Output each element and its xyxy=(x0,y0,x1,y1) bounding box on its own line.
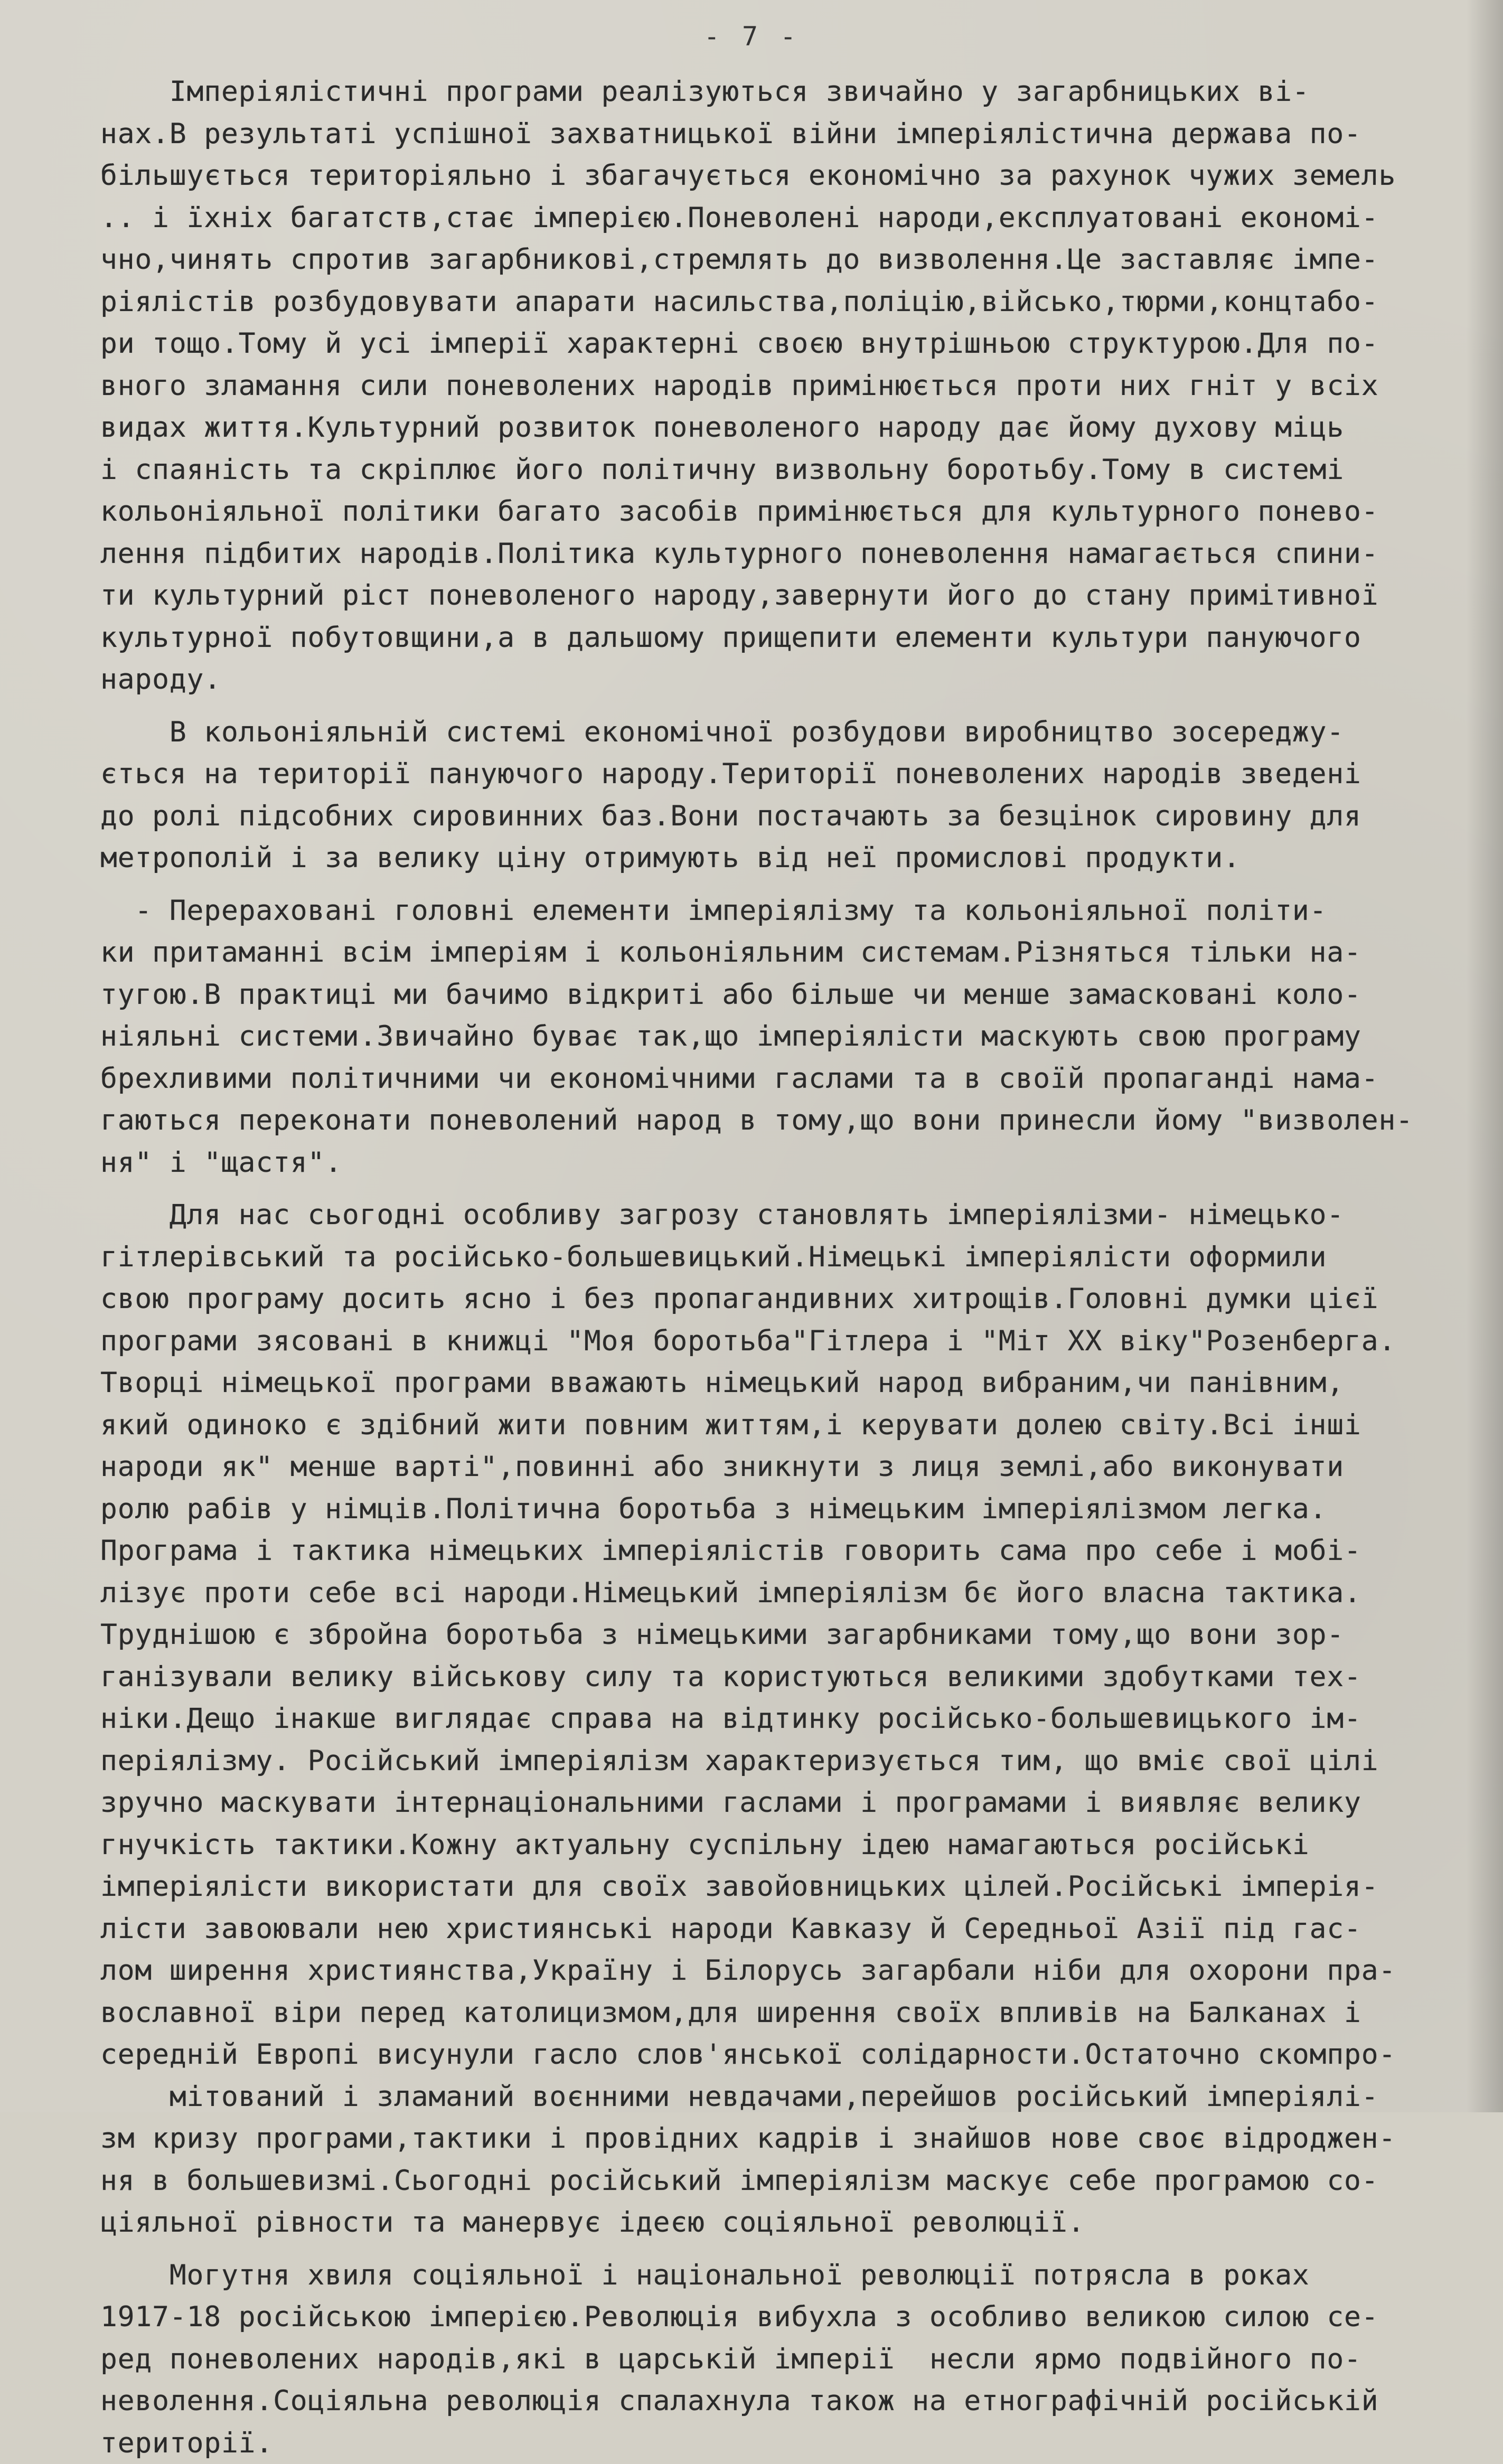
text-line: до ролі підсобних сировинних баз.Вони постачають за безцінок сировину для xyxy=(100,795,1473,838)
paragraph-2 xyxy=(100,711,1473,879)
text-line: народу. xyxy=(100,659,1473,701)
text-line: Для нас сьогодні особливу загрозу становлять імперіялізми- німецько- xyxy=(100,1194,1473,1236)
text-line: ти культурний ріст поневоленого народу,завернути його до стану примітивної xyxy=(100,575,1473,617)
text-line: гаються переконати поневолений народ в тому,що вони принесли йому "визволен- xyxy=(100,1099,1473,1142)
text-line: брехливими політичними чи економічними гаслами та в своїй пропаганді нама- xyxy=(100,1058,1473,1100)
paragraph-1 xyxy=(100,71,1473,701)
text-line: ред поневолених народів,які в царській імперії несли ярмо подвійного по- xyxy=(100,2338,1473,2381)
text-line: чно,чинять спротив загарбникові,стремлять до визволення.Це заставляє імпе- xyxy=(100,239,1473,281)
text-line: В кольоніяльній системі економічної розбудови виробництво зосереджу- xyxy=(100,711,1473,754)
text-line: програми зясовані в книжці "Моя боротьба"Гітлера і "Міт ХХ віку"Розенберга. xyxy=(100,1320,1473,1362)
text-line: території. xyxy=(100,2422,1473,2464)
text-line: ніки.Дещо інакше виглядає справа на відтинку російсько-большевицького ім- xyxy=(100,1698,1473,1740)
text-line: і спаяність та скріплює його політичну визвольну боротьбу.Тому в системі xyxy=(100,449,1473,491)
text-line: народи як" менше варті",повинні або зникнути з лиця землі,або виконувати xyxy=(100,1446,1473,1488)
text-line: ри тощо.Тому й усі імперії характерні своєю внутрішньою структурою.Для по- xyxy=(100,323,1473,365)
text-line: гнучкість тактики.Кожну актуальну суспільну ідею намагаються російські xyxy=(100,1824,1473,1866)
text-line: видах життя.Культурний розвиток поневоленого народу дає йому духову міць xyxy=(100,407,1473,449)
text-line: який одиноко є здібний жити повним життям,і керувати долею світу.Всі інші xyxy=(100,1404,1473,1446)
paragraph-3 xyxy=(100,890,1473,1184)
text-line: ролю рабів у німців.Політична боротьба з німецьким імперіялізмом легка. xyxy=(100,1488,1473,1530)
text-line: більшується територіяльно і збагачується економічно за рахунок чужих земель xyxy=(100,155,1473,197)
text-line: метрополій і за велику ціну отримують від неї промислові продукти. xyxy=(100,837,1473,879)
text-line: ніяльні системи.Звичайно буває так,що імперіялісти маскують свою програму xyxy=(100,1015,1473,1058)
text-line: Імперіялістичні програми реалізуються звичайно у загарбницьких ві- xyxy=(100,71,1473,113)
text-line: .. і їхніх багатств,стає імперією.Поневолені народи,експлуатовані економі- xyxy=(100,197,1473,239)
text-line: ганізували велику військову силу та користуються великими здобутками тех- xyxy=(100,1656,1473,1698)
text-line: середній Европі висунули гасло слов'янської солідарности.Остаточно скомпро- xyxy=(100,2034,1473,2076)
text-line: лізує проти себе всі народи.Німецький імперіялізм бє його власна тактика. xyxy=(100,1572,1473,1614)
text-line: свою програму досить ясно і без пропагандивних хитрощів.Головні думки цієї xyxy=(100,1278,1473,1320)
text-line: - Перераховані головні елементи імперіялізму та кольоніяльної політи- xyxy=(100,890,1473,932)
text-line: вославної віри перед католицизмом,для ширення своїх впливів на Балканах і xyxy=(100,1992,1473,2034)
text-line: ки притаманні всім імперіям і кольоніяльним системам.Різняться тільки на- xyxy=(100,932,1473,974)
text-line: культурної побутовщини,а в дальшому прищепити елементи культури пануючого xyxy=(100,617,1473,659)
text-line: нах.В результаті успішної захватницької війни імперіялістична держава по- xyxy=(100,113,1473,155)
text-line: ня" і "щастя". xyxy=(100,1142,1473,1184)
text-line: зручно маскувати інтернаціональними гаслами і програмами і виявляє велику xyxy=(100,1782,1473,1824)
text-line: періялізму. Російський імперіялізм характеризується тим, що вміє свої цілі xyxy=(100,1740,1473,1782)
text-line: кольоніяльної політики багато засобів примінюється для культурного понево- xyxy=(100,491,1473,533)
page-edge-shadow xyxy=(1466,0,1503,2112)
text-line: Труднішою є збройна боротьба з німецькими загарбниками тому,що вони зор- xyxy=(100,1614,1473,1656)
text-line: лом ширення християнства,Україну і Білорусь загарбали ніби для охорони пра- xyxy=(100,1950,1473,1992)
text-line: тугою.В практиці ми бачимо відкриті або більше чи менше замасковані коло- xyxy=(100,974,1473,1016)
text-line: Творці німецької програми вважають німецький народ вибраним,чи панівним, xyxy=(100,1362,1473,1404)
text-line: гітлерівський та російсько-большевицький.Німецькі імперіялісти оформили xyxy=(100,1236,1473,1278)
text-line: ціяльної рівности та манервує ідеєю соціяльної революції. xyxy=(100,2202,1473,2244)
text-line: ня в большевизмі.Сьогодні російський імперіялізм маскує себе програмою со- xyxy=(100,2160,1473,2202)
text-line: ріялістів розбудовувати апарати насильства,поліцію,військо,тюрми,концтабо- xyxy=(100,281,1473,323)
text-line: лення підбитих народів.Політика культурного поневолення намагається спини- xyxy=(100,533,1473,575)
text-line: вного зламання сили поневолених народів примінюється проти них гніт у всіх xyxy=(100,365,1473,407)
text-line: зм кризу програми,тактики і провідних кадрів і знайшов нове своє відроджен- xyxy=(100,2118,1473,2160)
text-line: ється на території пануючого народу.Території поневолених народів зведені xyxy=(100,753,1473,795)
text-line: лісти завоювали нею християнські народи Кавказу й Середньої Азії під гас- xyxy=(100,1908,1473,1950)
paragraph-4 xyxy=(100,1194,1473,2244)
text-line: мітований і зламаний воєнними невдачами,перейшов російський імперіялі- xyxy=(100,2076,1473,2118)
page-number: - 7 - xyxy=(0,21,1503,52)
text-line: 1917-18 російською імперією.Революція вибухла з особливо великою силою се- xyxy=(100,2296,1473,2338)
document-text xyxy=(100,71,1473,2464)
text-line: імперіялісти використати для своїх завойовницьких цілей.Російські імперія- xyxy=(100,1866,1473,1908)
text-line: Програма і тактика німецьких імперіялістів говорить сама про себе і мобі- xyxy=(100,1530,1473,1572)
paragraph-5 xyxy=(100,2254,1473,2464)
text-line: неволення.Соціяльна революція спалахнула також на етнографічній російській xyxy=(100,2380,1473,2422)
text-line: Могутня хвиля соціяльної і національної революції потрясла в роках xyxy=(100,2254,1473,2297)
